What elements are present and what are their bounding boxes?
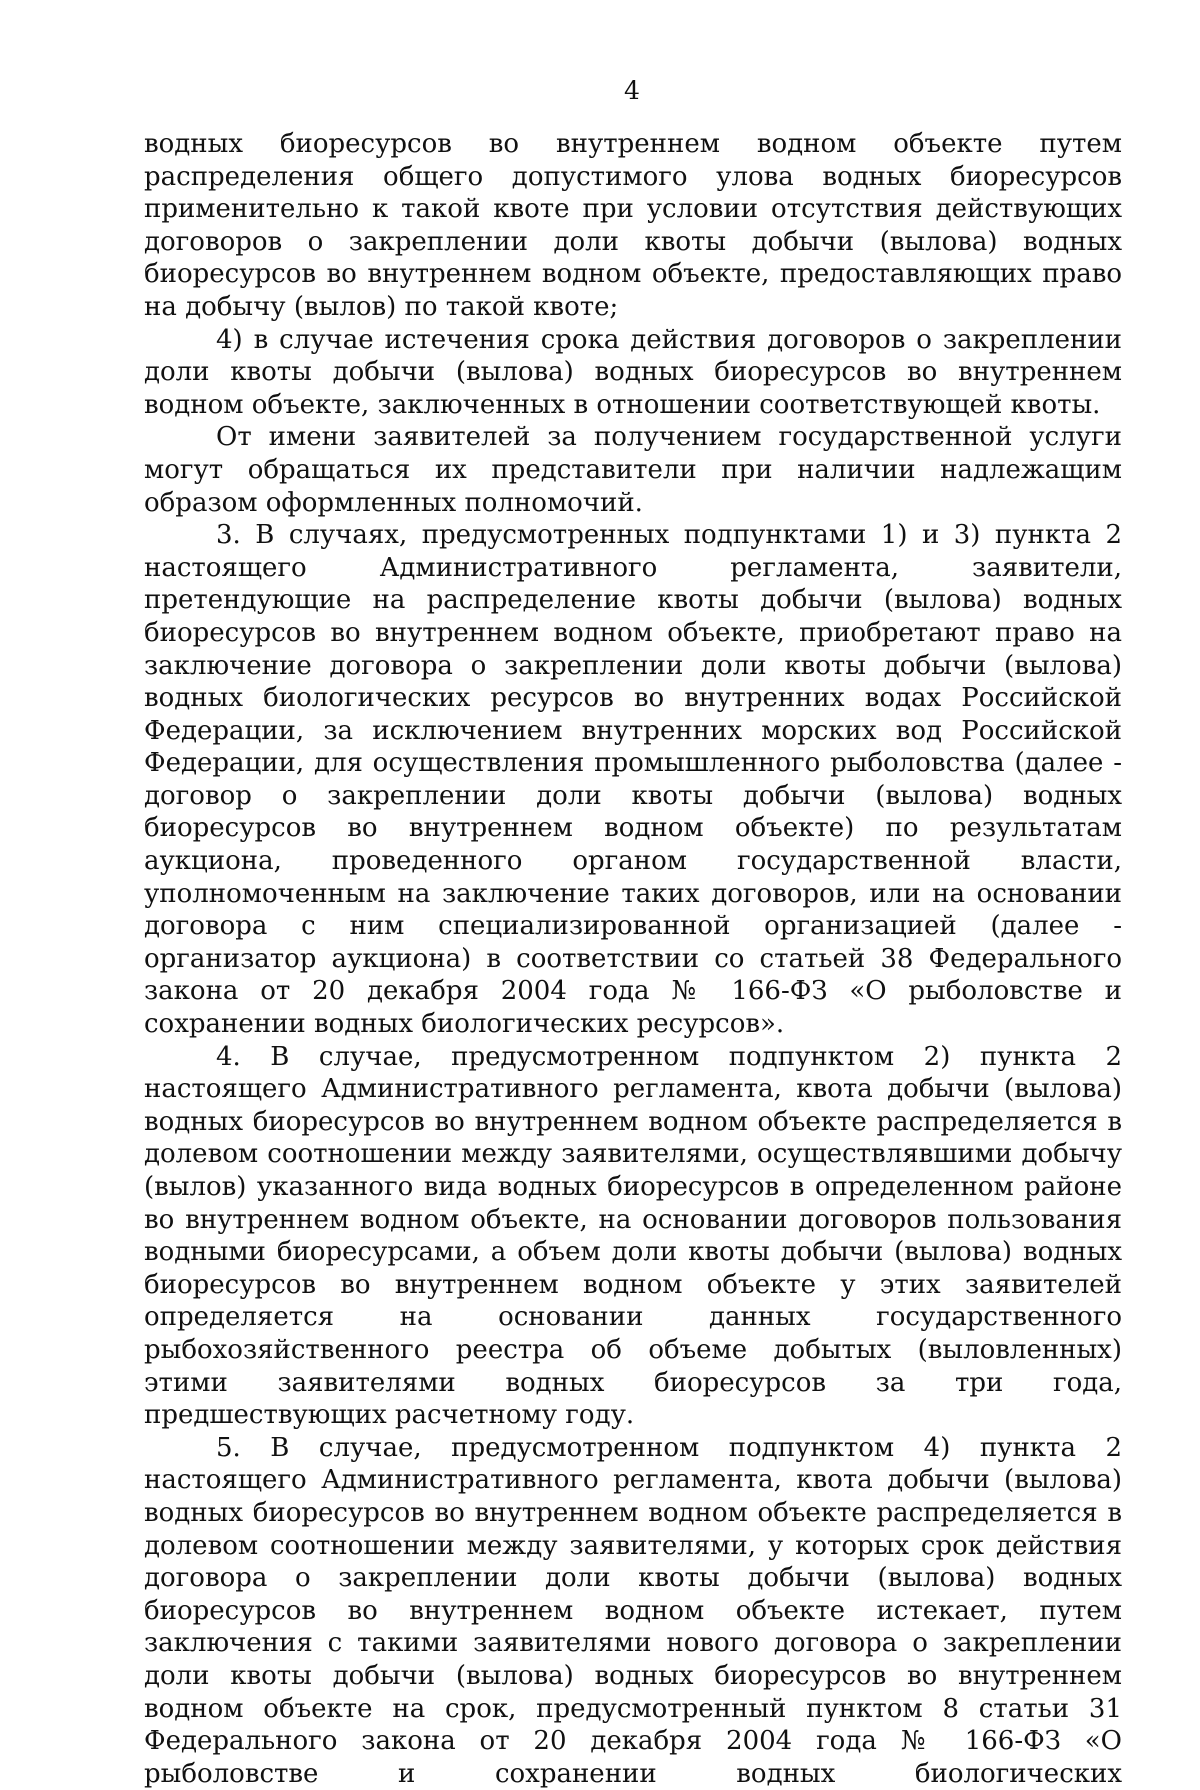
paragraph-continuation: водных биоресурсов во внутреннем водном объекте путем распределения общего допустимого улова водных биоресурсов применительно к такой квоте при условии отсутствия действующих договоров о закреплении доли квоты добычи (вылова) водных биоресурсов во внутреннем водном объекте, предоставляющих право на добычу (вылов) по такой квоте; (144, 129, 1122, 322)
document-body (144, 128, 1122, 1790)
paragraph-representatives: От имени заявителей за получением государственной услуги могут обращаться их представители при наличии надлежащим образом оформленных полномочий. (144, 422, 1122, 518)
page-number: 4 (624, 76, 640, 105)
paragraph-point-5: 5. В случае, предусмотренном подпунктом 4) пункта 2 настоящего Административного регламента, квота добычи (вылова) водных биоресурсов во внутреннем водном объекте распределяется в долевом соотношении между заявителями, у которых срок действия договора о закреплении доли квоты добычи (вылова) водных биоресурсов во внутреннем водном объекте истекает, путем заключения с такими заявителями нового договора о закреплении доли квоты добычи (вылова) водных биоресурсов во внутреннем водном объекте на срок, предусмотренный пунктом 8 статьи 31 Федерального закона от 20 декабря 2004 года № 166-ФЗ «О рыболовстве и сохранении водных биологических (144, 1432, 1122, 1789)
paragraph-point-3: 3. В случаях, предусмотренных подпунктами 1) и 3) пункта 2 настоящего Административного регламента, заявители, претендующие на распределение квоты добычи (вылова) водных биоресурсов во внутреннем водном объекте, приобретают право на заключение договора о закреплении доли квоты добычи (вылова) водных биологических ресурсов во внутренних водах Российской Федерации, за исключением внутренних морских вод Российской Федерации, для осуществления промышленного рыболовства (далее - договор о закреплении доли квоты добычи (вылова) водных биоресурсов во внутреннем водном объекте) по результатам аукциона, проведенного органом государственной власти, уполномоченным на заключение таких договоров, или на основании договора с ним специализированной организацией (далее - организатор аукциона) в соответствии со статьей 38 Федерального закона от 20 декабря 2004 года № 166-ФЗ «О рыболовстве и сохранении водных биологических ресурсов». (144, 520, 1122, 1040)
paragraph-point-4: 4. В случае, предусмотренном подпунктом 2) пункта 2 настоящего Административного регламента, квота добычи (вылова) водных биоресурсов во внутреннем водном объекте распределяется в долевом соотношении между заявителями, осуществлявшими добычу (вылов) указанного вида водных биоресурсов в определенном районе во внутреннем водном объекте, на основании договоров пользования водными биоресурсами, а объем доли квоты добычи (вылова) водных биоресурсов во внутреннем водном объекте у этих заявителей определяется на основании данных государственного рыбохозяйственного реестра об объеме добытых (выловленных) этими заявителями водных биоресурсов за три года, предшествующих расчетному году. (144, 1041, 1122, 1431)
paragraph-item-4: 4) в случае истечения срока действия договоров о закреплении доли квоты добычи (вылова) водных биоресурсов во внутреннем водном объекте, заключенных в отношении соответствующей квоты. (144, 324, 1122, 420)
